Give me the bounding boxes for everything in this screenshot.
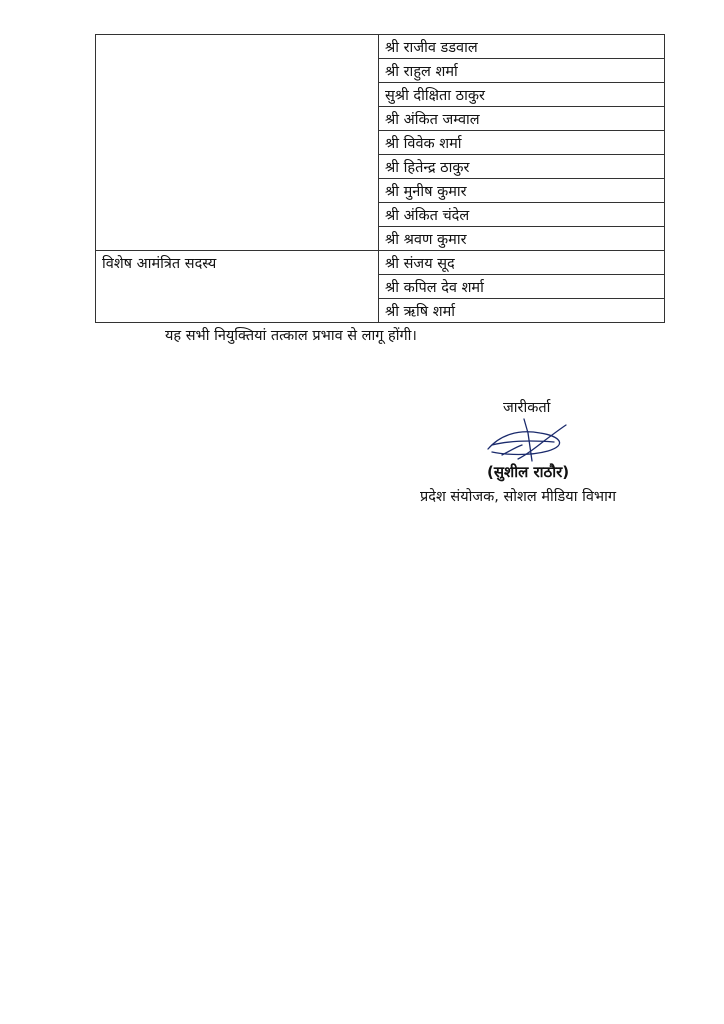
member-name: श्री संजय सूद bbox=[379, 251, 665, 275]
member-name: श्री अंकित चंदेल bbox=[379, 203, 665, 227]
member-name: सुश्री दीक्षिता ठाकुर bbox=[379, 83, 665, 107]
member-name: श्री विवेक शर्मा bbox=[379, 131, 665, 155]
member-name: श्री श्रवण कुमार bbox=[379, 227, 665, 251]
appointments-table-body bbox=[96, 35, 665, 323]
member-name: श्री कपिल देव शर्मा bbox=[379, 275, 665, 299]
member-name: श्री मुनीष कुमार bbox=[379, 179, 665, 203]
effective-note: यह सभी नियुक्तियां तत्काल प्रभाव से लागू होंगी। bbox=[165, 328, 417, 344]
table-row bbox=[96, 251, 665, 275]
signer-title: प्रदेश संयोजक, सोशल मीडिया विभाग bbox=[420, 489, 617, 505]
member-name: श्री राजीव डडवाल bbox=[379, 35, 665, 59]
member-name: श्री हितेन्द्र ठाकुर bbox=[379, 155, 665, 179]
category-cell bbox=[96, 35, 379, 251]
appointments-table bbox=[95, 34, 665, 323]
category-cell: विशेष आमंत्रित सदस्य bbox=[96, 251, 379, 323]
issuer-label: जारीकर्ता bbox=[503, 400, 551, 416]
member-name: श्री ऋषि शर्मा bbox=[379, 299, 665, 323]
handwritten-signature bbox=[478, 415, 578, 467]
member-name: श्री अंकित जम्वाल bbox=[379, 107, 665, 131]
signer-name: (सुशील राठौर) bbox=[487, 463, 570, 481]
member-name: श्री राहुल शर्मा bbox=[379, 59, 665, 83]
table-row bbox=[96, 35, 665, 59]
